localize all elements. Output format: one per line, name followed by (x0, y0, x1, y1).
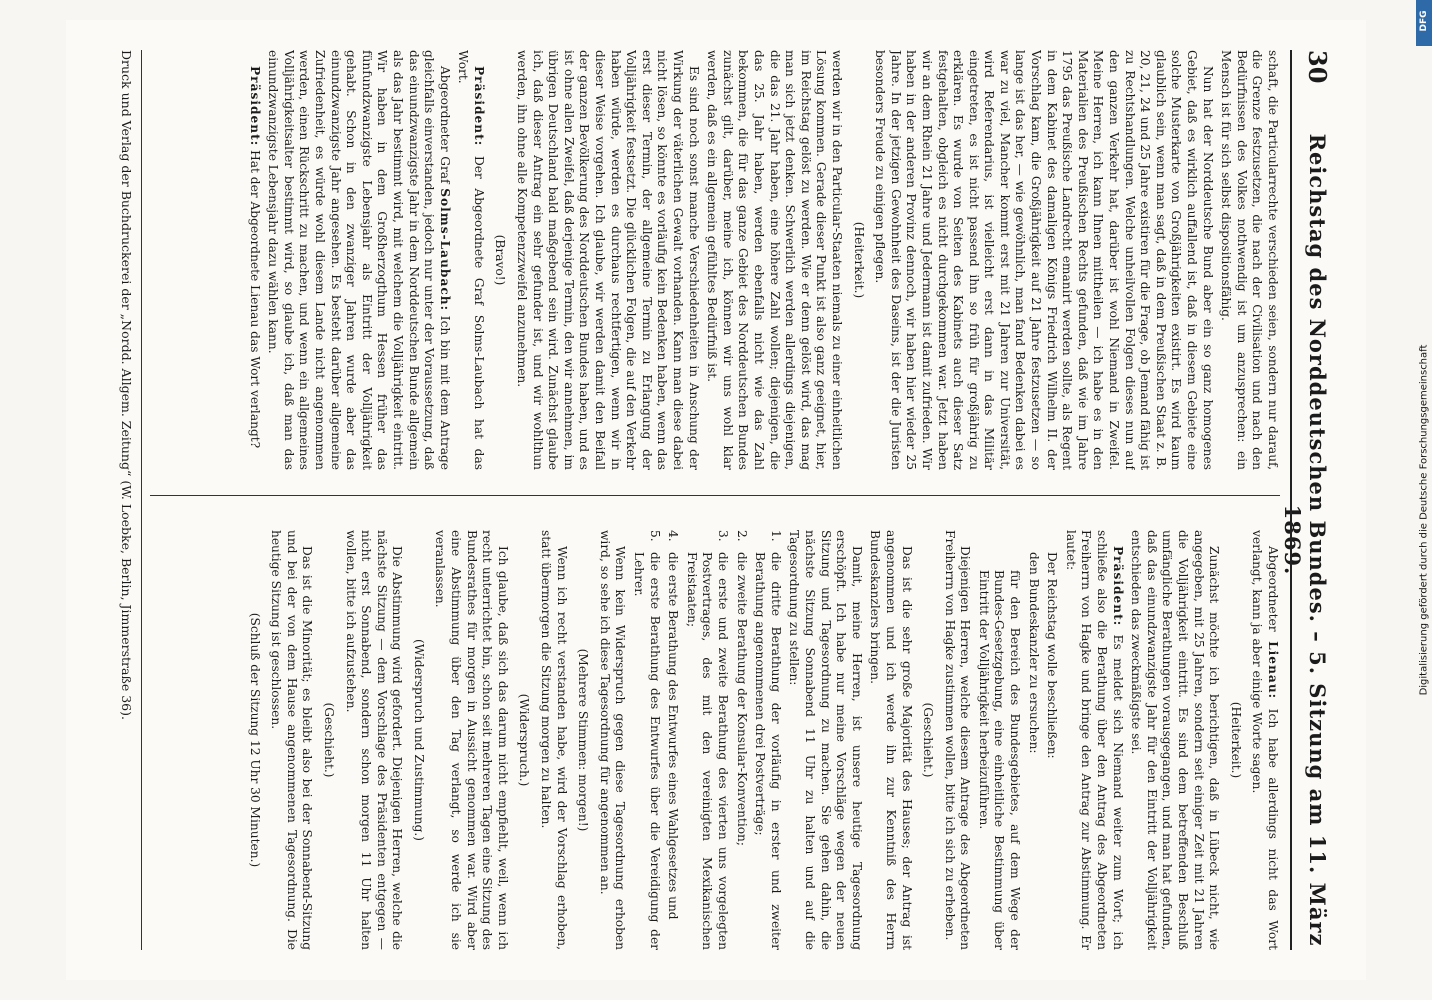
agenda-number: 2. (734, 530, 749, 542)
speech (1062, 530, 1124, 950)
paragraph: Das ist die sehr große Majorität des Hauses; der Antrag ist angenommen und ich werde ihn zur Kenntniß des Herrn Bundeskanzlers bringen. (868, 530, 914, 950)
imprint-footer: Druck und Verlag der Buchdruckerei der „Nordd. Allgem. Zeitung“ (W. Loebke, Berlin, Jimmerstraße 36). (119, 50, 134, 720)
speech-text: Ich habe allerdings nicht das Wort verlangt, kann ja aber einige Worte sagen. (1250, 530, 1280, 950)
speaker-name: Präsident: (471, 66, 486, 147)
paragraph: Damit, meine Herren, ist unsere heutige Tagesordnung erschöpft. Ich habe nur meine Vorschläge wegen der neuen Sitzung und Tagesordnung zu machen. Sie gehen dahin, die nächste Sitzung Sonnabend 11 Uhr zu halten und auf die Tagesordnung zu stellen: (787, 530, 864, 950)
speech (246, 50, 262, 470)
stage-direction: (Heiterkeit.) (851, 221, 866, 299)
stage-direction: (Heiterkeit.) (1228, 701, 1243, 779)
agenda-item (665, 530, 681, 950)
speaker-name: Lienau: (1266, 641, 1280, 700)
right-column (150, 530, 1280, 950)
digitization-text: Digitalisierung gefördert durch die Deutsche Forschungsgemeinschaft (1418, 344, 1430, 696)
agenda-item (733, 530, 749, 950)
paragraph: Das ist die Minorität; es bleibt also bei der Sonnabend-Sitzung und bei der von dem Hause angenommenen Tagesordnung. Die heutige Sitzung ist geschlossen. (269, 530, 315, 950)
paragraph: Die Abstimmung wird gefordert. Diejenigen Herren, welche die nächste Sitzung — dem Vorschlage des Präsidenten entgegen — nicht erst Sonnabend, sondern schon morgen 11 Uhr halten wollen, bitte ich aufzustehen. (343, 530, 405, 950)
agenda-item (630, 530, 661, 950)
agenda-text: die erste und zweite Berathung des vierten uns vorgelegten Postvertrages, des mit den vereinigten Mexikanischen Freistaaten; (684, 552, 730, 950)
speech (265, 50, 452, 470)
agenda-text: die zweite Berathung der Konsular-Konvention; (734, 552, 749, 847)
speaker-intro: Abgeordneter Graf (437, 66, 452, 184)
agenda-item (683, 530, 730, 950)
paragraph: Wenn kein Widerspruch gegen diese Tagesordnung erhoben wird, so sehe ich diese Tagesordnung für angenommen an. (597, 530, 628, 950)
paragraph: schaft, die Particularrechte verschieden seien, sondern nur darauf, die Grenze festzusetzen, die nach der Civilisation und nach den Bedürfnissen des Volkes nothwendig ist um anzusprechen: ein Mensch ist für sich selbst dispositionsfähig. (1219, 50, 1280, 470)
speaker-name: Präsident: (1110, 546, 1125, 627)
paragraph: Wenn ich recht verstanden habe, wird der Vorschlag erhoben, statt übermorgen die Sitzung morgen zu halten. (539, 530, 569, 950)
paragraph: Diejenigen Herren, welche diesem Antrage des Abgeordneten Freiherrn von Hagke zustimmen wollen, bitte ich sich zu erheben. (942, 530, 973, 950)
quote-line: für den Bereich des Bundesgebietes, auf dem Wege der Bundes-Gesetzgebung, eine einheitliche Bestimmung über Eintritt der Volljährigkeit herbeizuführen. (976, 570, 1023, 950)
speaker-intro: Abgeordneter (1266, 546, 1280, 632)
quote-line: den Bundeskanzler zu ersuchen: (1026, 552, 1041, 754)
closing-note: (Schluß der Sitzung 12 Uhr 30 Minuten.) (247, 612, 262, 868)
stage-direction: (Mehrere Stimmen: morgen!) (576, 648, 591, 832)
digitization-sidebar (1416, 0, 1432, 1000)
speech (455, 50, 486, 470)
speaker-name: Solms-Laubach: (437, 188, 452, 312)
speech-text: Es meldet sich Niemand weiter zum Wort; ich schließe also die Berathung über den Antrag des Abgeordneten Freiherrn von Hagke und bringe den Antrag zur Abstimmung. Er lautet: (1063, 530, 1125, 950)
agenda-text: die erste Berathung des Entwurfes über die Vereidigung der Lehrer. (632, 552, 662, 950)
header-rule (1290, 50, 1292, 950)
stage-direction: (Widerspruch.) (517, 693, 532, 787)
speech-text: Der Abgeordnete Graf Solms-Laubach hat das Wort. (456, 50, 486, 470)
footer-rule (141, 50, 142, 950)
paragraph: werden wir in den Particular-Staaten niemals zu einer einheitlichen Lösung kommen. Gerade dieser Punkt ist also ganz geeignet, hier, im Reichstag gelöst zu werden. Wie er denn gelöst wird, das mag man sich jetzt denken. Schwerlich werden allerdings diejenigen, die das 21. Jahr haben, eine höhere Zahl wollen; diejenigen, die das 25. Jahr haben, werden ebenfalls nicht wie das Zahl bekommen, die für das ganze Gebiet des Norddeutschen Bundes zunächst gilt, darüber, meine ich, können wir uns wohl klar werden, daß es ein allgemein gefühltes Bedürfniß ist. (705, 50, 844, 470)
speech (1249, 530, 1280, 950)
left-column (150, 50, 1280, 470)
paragraph: Zunächst möchte ich berichtigen, daß in Lübeck nicht, wie angegeben, mit 25 Jahren, sondern seit einiger Zeit mit 21 Jahren die Volljährigkeit eintritt. Es sind dem betreffenden Beschluß umfängliche Berathungen vorausgegangen, und man hat gefunden, daß das einundzwanzigste Jahr für den Eintritt der Volljährigkeit entschieden das zweckmäßigste sei. (1129, 530, 1222, 950)
paragraph: Ich glaube, daß sich das darum nicht empfiehlt, weil, wenn ich recht unterrichtet bin, schon seit mehreren Tagen eine Sitzung des Bundesrathes für morgen in Aussicht genommen war. Wird aber eine Abstimmung über den Tag verlangt, so werde ich sie veranlassen. (433, 530, 510, 950)
page-header (1280, 50, 1338, 950)
agenda-number: 5. (647, 530, 662, 542)
page-number: 30 (1303, 50, 1332, 84)
newspaper-page (66, 20, 1366, 980)
agenda-number: 4. (666, 530, 681, 542)
agenda-text: die erste Berathung des Entwurfes eines Wahlgesetzes und (666, 552, 681, 920)
agenda-number: 1. (768, 530, 783, 542)
paragraph: Nun hat der Norddeutsche Bund aber ein so ganz homogenes Gebiet, daß es wirklich auffallend ist, daß in diesem Gebiete eine solche Musterkarte von Großjährigkeiten existirt. Es wird kaum glaublich sein, wenn man sagt, daß in dem Preußischen Staat z. B. 20, 21, 24 und 25 Jahre existiren für die Frage, ob Jemand fähig ist zu Rechtshandlungen. Welche unheilvollen Folgen dieses nun auf den ganzen Verkehr hat, darüber ist wohl Niemand in Zweifel. Meine Herren, ich kann Ihnen mittheilen — ich habe es in den Materialien des Preußischen Rechts gefunden, daß wie im Jahre 1795 das Preußische Landrecht emanirt werden sollte, als Regent in dem Kabinet des damaligen Königs Friedrich Wilhelm II. der Vorschlag kam, die Großjährigkeit auf 21 Jahre festzusetzen — so lange ist das her, — wie gewöhnlich, man fand Bedenken dabei es war zu viel, Mancher kommt erst mit 21 Jahren zur Universität, wird Referendarius, ist vielleicht erst dann in das Militär eingetreten, es ist nicht passend ihn so früh für großjährig zu erklären. Es wurde von Seiten des Kabinets auch dieser Satz festgehalten, obgleich es nicht durchgekommen war. Jetzt haben wir an dem Rhein 21 Jahre und Jedermann ist damit zufrieden. Wir haben in der anderen Provinz dennoch, wir haben hier wieder 25 Jahre. In der jetzigen Gewohnheit des Daseins, ist der die Juristen besonders Freude zu einigen pflegen. (873, 50, 1215, 470)
agenda-text: die dritte Berathung der vorläufig in erster und zweiter Berathung angenommenen drei Postverträge; (753, 552, 783, 950)
dfg-logo (1416, 0, 1432, 46)
running-title: Reichstag des Norddeutschen Bundes. – 5. Sitzung am 11. März 1869. (1280, 133, 1330, 947)
stage-direction: (Widerspruch und Zustimmung.) (411, 638, 426, 842)
agenda-number: 3. (716, 530, 730, 542)
stage-direction: (Geschieht.) (921, 702, 936, 778)
speech-text: Hat der Abgeordnete Lienau das Wort verlangt? (247, 150, 262, 449)
column-divider (150, 495, 1280, 496)
quote-line: Der Reichstag wolle beschließen: (1045, 552, 1060, 759)
agenda-item (752, 530, 783, 950)
stage-direction: (Geschieht.) (321, 702, 336, 778)
digitization-note (1416, 50, 1432, 990)
speaker-name: Präsident: (247, 66, 262, 147)
paragraph: Es sind noch sonst manche Verschiedenheiten in Anschung der Wirkung der väterlichen Gewalt vorhanden. Kann man diese dabei nicht lösen, so könnte es vorläufig kein Bedenken haben, wenn das erst dieser Termin, der allgemeine Termin zu Erlangung der Volljährigkeit festsetzt. Die glücklichen Folgen, die auf den Verkehr haben würde, werden es durchaus rechtfertigen, wenn wir in dieser Weise vorgehen. Ich glaube, wir werden damit den Beifall der ganzen Bevölkerung des Norddeutschen Bundes haben, und es ist ohne allen Zweifel, daß derjenige Termin, den wir annehmen, im übrigen Deutschland bald maßgebend sein wird. Zunächst glaube ich, daß dieser Antrag ein sehr gefunder ist, und wir wohlthun werden, ihn ohne alle Kompetenzzweifel anzunehmen. (515, 50, 701, 470)
stage-direction: (Bravo!) (493, 234, 508, 286)
dfg-badge-text: DFG (1419, 10, 1429, 32)
speech-text: Ich bin mit dem Antrage gleichfalls einverstanden, jedoch nur unter der Voraussetzung, daß das einundzwanzigste Jahr in dem Norddeutschen Bunde allgemein als das Jahr bestimmt wird, mit welchem die Volljährigkeit eintritt. Wir haben in dem Großherzogthum Hessen früher das fünfundzwanzigste Lebensjahr als Eintritt der Volljährigkeit gehabt. Schon in den zwanziger Jahren wurde aber das einundzwanzigste Jahr angesehen. Es besteht darüber allgemeine Zufriedenheit, es würde wohl diesem Lande nicht angenommen werden, einen Rückschritt zu machen, und wenn ein allgemeines Volljährigkeitsalter bestimmt wird, so glaube ich, daß man das einundzwanzigste Lebensjahr dazu wählen kann. (266, 50, 452, 470)
